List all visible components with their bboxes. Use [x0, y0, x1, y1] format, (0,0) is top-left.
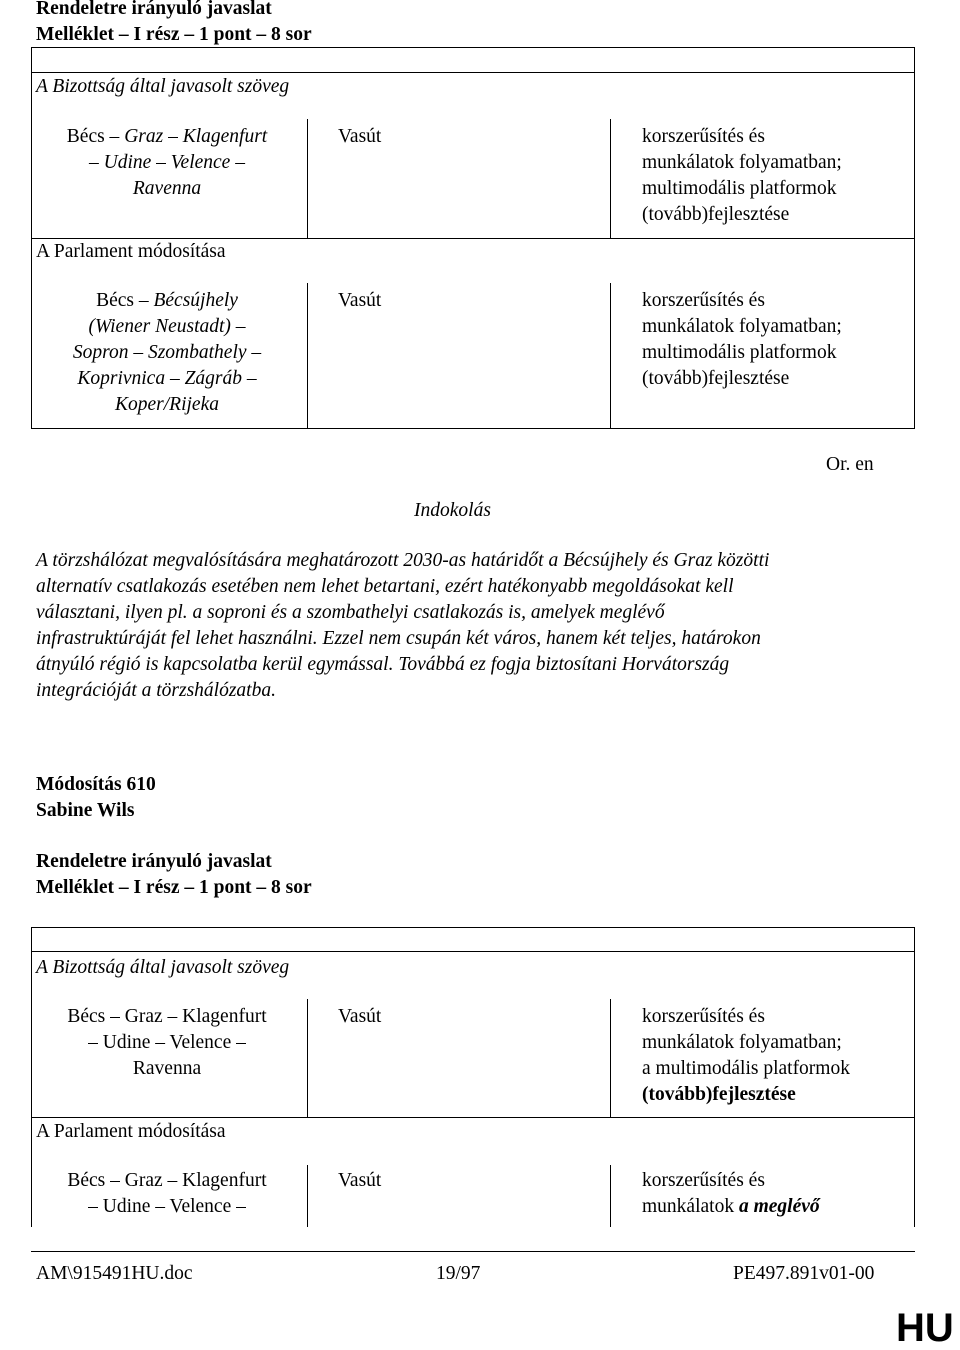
status-line: [642, 1030, 850, 1056]
status-line-segment: korszerűsítés és: [642, 1006, 765, 1027]
justification-line: integrációját a törzshálózatba.: [36, 680, 276, 701]
heading-proposal: Rendeletre irányuló javaslat: [36, 0, 272, 19]
status-line: (tovább)fejlesztése: [642, 204, 790, 225]
table-divider: [31, 1117, 915, 1118]
route-line-segment: Sopron – Szombathely –: [72, 342, 262, 363]
route-line: Ravenna: [132, 1058, 202, 1079]
original-language: Or. en: [826, 454, 874, 475]
amendment-author: Sabine Wils: [36, 800, 135, 821]
route-line: [36, 366, 298, 392]
route-cell: [36, 124, 298, 202]
justification-line: infrastruktúráját fel lehet használni. Ezzel nem csupán két város, hanem két teljes, határokon: [36, 628, 761, 649]
route-line: [36, 150, 298, 176]
justification-line: A törzshálózat megvalósítására meghatározott 2030-as határidőt a Bécsújhely és Graz közötti: [36, 550, 770, 571]
status-cell: [642, 288, 842, 392]
route-line-segment: Bécs –: [66, 126, 125, 147]
transport-mode-cell: Vasút: [338, 1170, 382, 1191]
route-line: [36, 288, 298, 314]
route-cell: [36, 288, 298, 418]
route-line: [36, 176, 298, 202]
status-line: korszerűsítés és: [642, 126, 765, 147]
route-line-segment: (Wiener Neustadt) –: [88, 316, 246, 337]
table-divider: [31, 72, 915, 73]
transport-mode-cell: Vasút: [338, 1006, 382, 1027]
route-line: – Udine – Velence –: [88, 1196, 246, 1217]
heading-proposal: Rendeletre irányuló javaslat: [36, 851, 272, 872]
transport-mode-cell: Vasút: [338, 126, 382, 147]
status-line-segment: munkálatok: [642, 1196, 739, 1217]
column-divider: [307, 119, 308, 238]
route-line-segment: – Udine – Velence –: [89, 152, 245, 173]
status-cell: [642, 124, 842, 228]
status-line-segment: a meglévő: [738, 1196, 820, 1217]
route-line: [36, 124, 298, 150]
route-line: [36, 314, 298, 340]
heading-annex-reference: Melléklet – I rész – 1 pont – 8 sor: [36, 24, 312, 45]
status-line-segment: korszerűsítés és: [642, 1170, 765, 1191]
route-line: [36, 340, 298, 366]
status-line: multimodális platformok: [642, 342, 837, 363]
justification-text: [36, 548, 916, 704]
status-line: [642, 1194, 820, 1220]
status-cell: [642, 1168, 820, 1220]
justification-title: Indokolás: [414, 500, 491, 521]
transport-mode-cell: Vasút: [338, 290, 382, 311]
route-line-segment: Koprivnica – Zágráb –: [77, 368, 257, 389]
column-divider: [307, 1165, 308, 1227]
amendment-number: Módosítás 610: [36, 774, 156, 795]
status-line: [642, 1082, 850, 1108]
footer-rule: [31, 1251, 915, 1252]
route-line-segment: Ravenna: [132, 178, 202, 199]
column-divider: [307, 283, 308, 429]
parliament-amendment-label: A Parlament módosítása: [36, 241, 226, 262]
route-line: – Udine – Velence –: [88, 1032, 246, 1053]
status-line: [642, 1056, 850, 1082]
route-line: Bécs – Graz – Klagenfurt: [67, 1170, 267, 1191]
status-line-segment: (tovább)fejlesztése: [642, 1084, 796, 1105]
route-line-segment: Graz – Klagenfurt: [124, 126, 268, 147]
status-line: munkálatok folyamatban;: [642, 316, 842, 337]
route-cell: [36, 1168, 298, 1220]
status-line: [642, 1168, 820, 1194]
route-line: [36, 392, 298, 418]
status-line: korszerűsítés és: [642, 290, 765, 311]
status-cell: [642, 1004, 850, 1108]
column-divider: [610, 999, 611, 1117]
justification-line: alternatív csatlakozás esetében nem lehet betartani, ezért hatékonyabb megoldásokat kell: [36, 576, 734, 597]
justification-line: átnyúló régió is kapcsolatba kerül egymással. Továbbá ez fogja biztosítani Horvátország: [36, 654, 730, 675]
footer-page-number: 19/97: [436, 1263, 481, 1284]
column-divider: [610, 1165, 611, 1227]
route-line-segment: Bécs –: [96, 290, 154, 311]
commission-text-label: A Bizottság által javasolt szöveg: [36, 957, 290, 978]
status-line-segment: munkálatok folyamatban;: [642, 1032, 842, 1053]
route-line: Bécs – Graz – Klagenfurt: [67, 1006, 267, 1027]
route-cell: [36, 1004, 298, 1082]
language-code: HU: [896, 1306, 954, 1350]
column-divider: [307, 999, 308, 1117]
column-divider: [610, 283, 611, 429]
route-line-segment: Koper/Rijeka: [115, 394, 219, 415]
parliament-amendment-label: A Parlament módosítása: [36, 1121, 226, 1142]
status-line: [642, 1004, 850, 1030]
footer-doc-reference: AM\915491HU.doc: [36, 1263, 193, 1284]
status-line: munkálatok folyamatban;: [642, 152, 842, 173]
column-divider: [610, 119, 611, 238]
justification-line: választani, ilyen pl. a soproni és a szombathelyi csatlakozás is, amelyek meglévő: [36, 602, 665, 623]
status-line: multimodális platformok: [642, 178, 837, 199]
route-line-segment: Bécsújhely: [153, 290, 238, 311]
heading-annex-reference: Melléklet – I rész – 1 pont – 8 sor: [36, 877, 312, 898]
table-divider: [31, 951, 915, 952]
footer-pe-reference: PE497.891v01-00: [733, 1263, 875, 1284]
commission-text-label: A Bizottság által javasolt szöveg: [36, 76, 290, 97]
status-line-segment: a multimodális platformok: [642, 1058, 850, 1079]
status-line: (tovább)fejlesztése: [642, 368, 790, 389]
